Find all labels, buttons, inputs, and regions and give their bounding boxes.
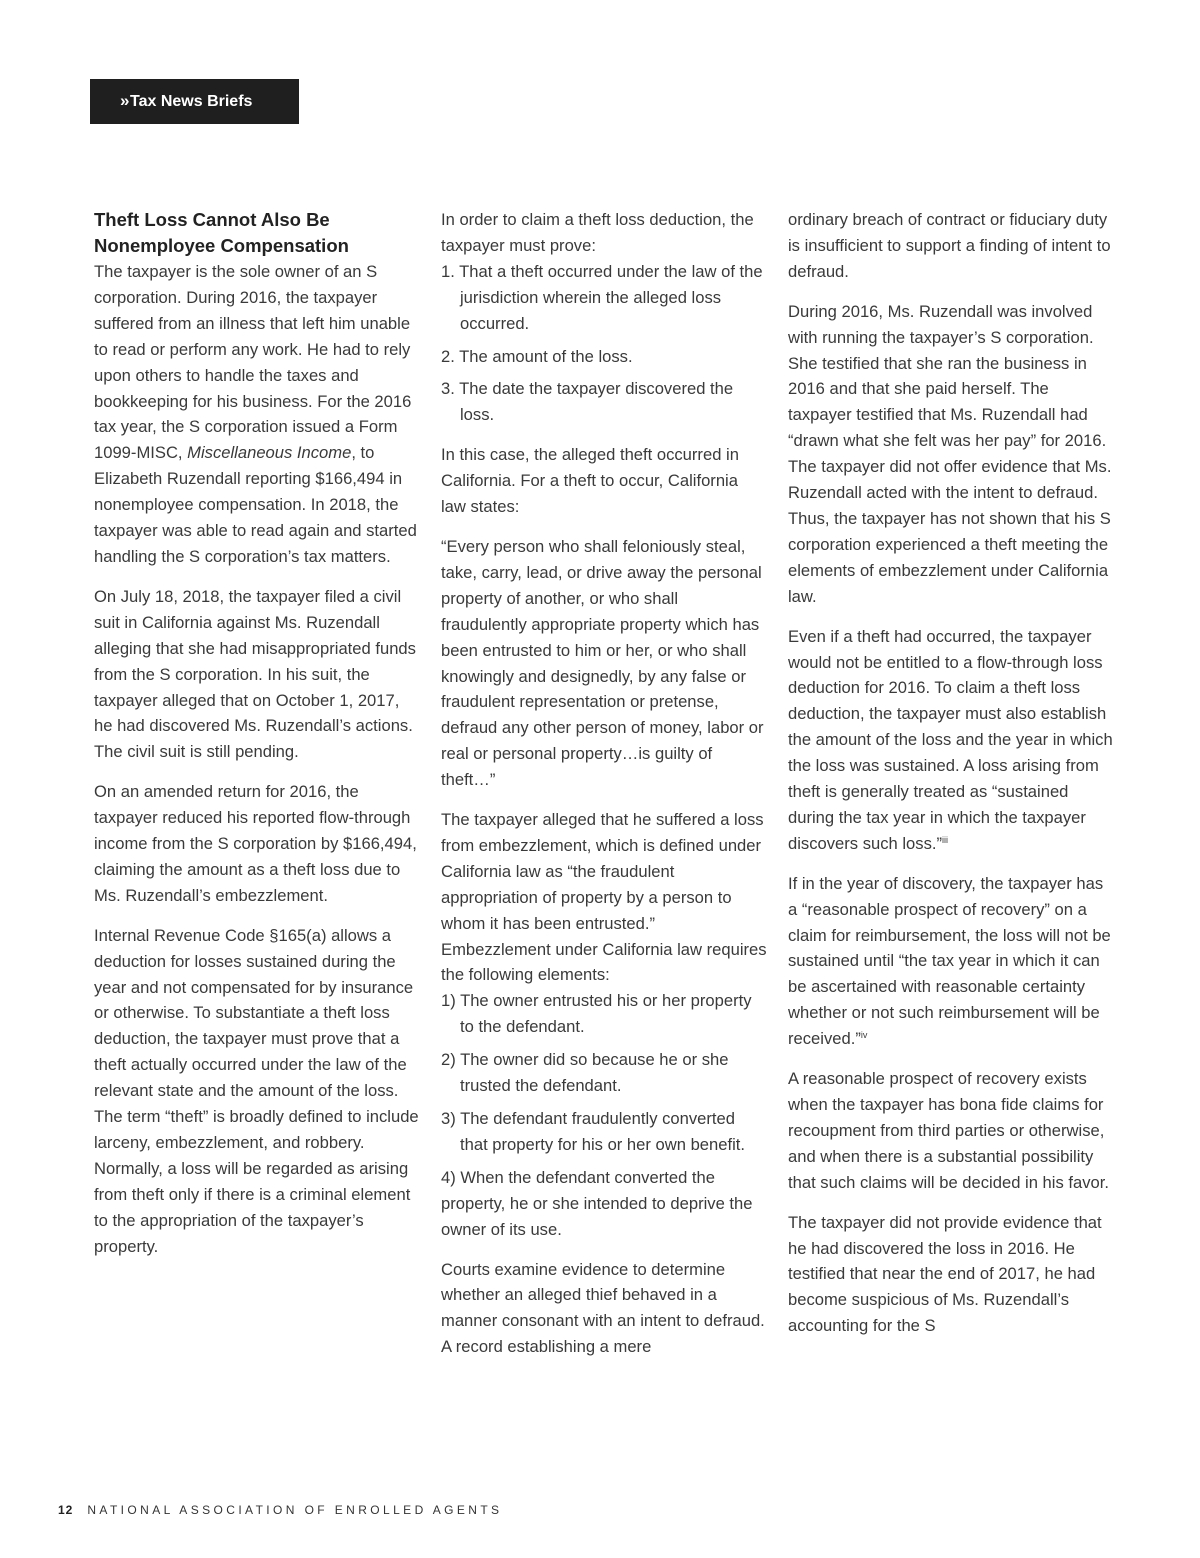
footnote-marker[interactable]: iii: [942, 834, 949, 845]
paragraph: ordinary breach of contract or fiduciary duty is insufficient to support a finding of intent to defraud.: [788, 210, 1111, 281]
paragraph-text: The taxpayer is the sole owner of an S corporation. During 2016, the taxpayer suffered from an illness that left him unable to read or perform any work. He had to rely upon others to handle the taxes and bookkeeping for his business. For the 2016 tax year, the S corporation issued a Form 1099-MISC,: [94, 262, 412, 463]
list-item: 1. That a theft occurred under the law of the jurisdiction wherein the alleged loss occurred.: [441, 261, 763, 333]
paragraph: On July 18, 2018, the taxpayer filed a civil suit in California against Ms. Ruzendall alleging that she had misappropriated funds from the S corporation. In his suit, the taxpayer alleged that on October 1, 2017, he had discovered Ms. Ruzendall’s actions. The civil suit is still pending.: [94, 586, 416, 762]
paragraph: [94, 259, 420, 570]
list-item: 2) The owner did so because he or she trusted the defendant.: [441, 1050, 729, 1096]
list-item: 3) The defendant fraudulently converted that property for his or her own benefit.: [441, 1109, 746, 1154]
article-title-line-1: Theft Loss Cannot Also Be: [94, 209, 330, 230]
page-footer: [58, 1503, 502, 1517]
embezzlement-elements: [441, 807, 767, 1243]
paragraph-text: Even if a theft had occurred, the taxpayer would not be entitled to a flow-through loss deduction for 2016. To claim a theft loss deduction, the taxpayer must also establish the amount of the loss and the year in which the loss was sustained. A loss arising from theft is generally treated as “sustained during the tax year in which the taxpayer discovers such loss.”: [788, 626, 1113, 853]
page-number: 12: [58, 1503, 74, 1517]
chevron-right-icon: »: [120, 91, 130, 110]
quotation: “Every person who shall feloniously steal, take, carry, lead, or drive away the personal property of another, or who shall fraudulently appropriate property which has been entrusted to him or her, or who shall knowingly and designedly, by any false or fraudulent representation or pretense, defraud any other person of money, labor or real or personal property…is guilty of theft…”: [441, 536, 764, 790]
list-item: 2. The amount of the loss.: [441, 346, 633, 366]
paragraph-text: If in the year of discovery, the taxpayer has a “reasonable prospect of recovery” on a claim for reimbursement, the loss will not be sustained until “the tax year in which it can be ascertained with reasonable certainty whether or not such reimbursement will be received.”: [788, 873, 1111, 1049]
article-title: [94, 207, 420, 259]
paragraph: In this case, the alleged theft occurred in California. For a theft to occur, California law states:: [441, 445, 739, 517]
section-label: Tax News Briefs: [130, 92, 253, 110]
article-column-2: [441, 207, 767, 1374]
paragraph-text: , to Elizabeth Ruzendall reporting $166,494 in nonemployee compensation. In 2018, the taxpayer was able to read again and started handling the S corporation’s tax matters.: [94, 443, 417, 566]
list-item: 3. The date the taxpayer discovered the loss.: [441, 379, 734, 425]
paragraph: The taxpayer did not provide evidence that he had discovered the loss in 2016. He testified that near the end of 2017, he had become suspicious of Ms. Ruzendall’s accounting for the S: [788, 1212, 1102, 1336]
paragraph: [788, 871, 1114, 1052]
proof-requirements: [441, 207, 767, 428]
paragraph: A reasonable prospect of recovery exists when the taxpayer has bona fide claims for recoupment from third parties or otherwise, and when there is a substantial possibility that such claims will be decided in his favor.: [788, 1069, 1109, 1192]
publication-name: NATIONAL ASSOCIATION OF ENROLLED AGENTS: [87, 1503, 503, 1517]
article-column-3: [788, 207, 1114, 1353]
paragraph: The taxpayer alleged that he suffered a loss from embezzlement, which is defined under California law as “the fraudulent appropriation of property by a person to whom it has been entrusted.” Embezzlement under California law requires the following elements:: [441, 810, 767, 985]
article-title-line-2: Nonemployee Compensation: [94, 235, 349, 256]
form-title-italic: Miscellaneous Income: [187, 443, 352, 463]
paragraph: In order to claim a theft loss deduction, the taxpayer must prove:: [441, 210, 754, 255]
paragraph: On an amended return for 2016, the taxpayer reduced his reported flow-through income from the S corporation by $166,494, claiming the amount as a theft loss due to Ms. Ruzendall’s embezzlement.: [94, 782, 417, 905]
paragraph: Internal Revenue Code §165(a) allows a deduction for losses sustained during the year and not compensated for by insurance or otherwise. To substantiate a theft loss deduction, the taxpayer must prove that a theft actually occurred under the law of the relevant state and the amount of the loss. The term “theft” is broadly defined to include larceny, embezzlement, and robbery. Normally, a loss will be regarded as arising from theft only if there is a criminal element to the appropriation of the taxpayer’s property.: [94, 925, 419, 1256]
paragraph: During 2016, Ms. Ruzendall was involved with running the taxpayer’s S corporation. She testified that she ran the business in 2016 and that she paid herself. The taxpayer testified that Ms. Ruzendall had “drawn what she felt was her pay” for 2016. The taxpayer did not offer evidence that Ms. Ruzendall acted with the intent to defraud. Thus, the taxpayer has not shown that his S corporation experienced a theft meeting the elements of embezzlement under California law.: [788, 301, 1112, 606]
footnote-marker[interactable]: iv: [860, 1030, 868, 1041]
section-tab: [90, 79, 299, 124]
paragraph: Courts examine evidence to determine whether an alleged thief behaved in a manner consonant with an intent to defraud. A record establishing a mere: [441, 1259, 765, 1357]
paragraph: [788, 624, 1114, 857]
list-item: 4) When the defendant converted the property, he or she intended to deprive the owner of its use.: [441, 1167, 753, 1239]
list-item: 1) The owner entrusted his or her property to the defendant.: [441, 991, 752, 1037]
article-column-1: [94, 207, 420, 1274]
